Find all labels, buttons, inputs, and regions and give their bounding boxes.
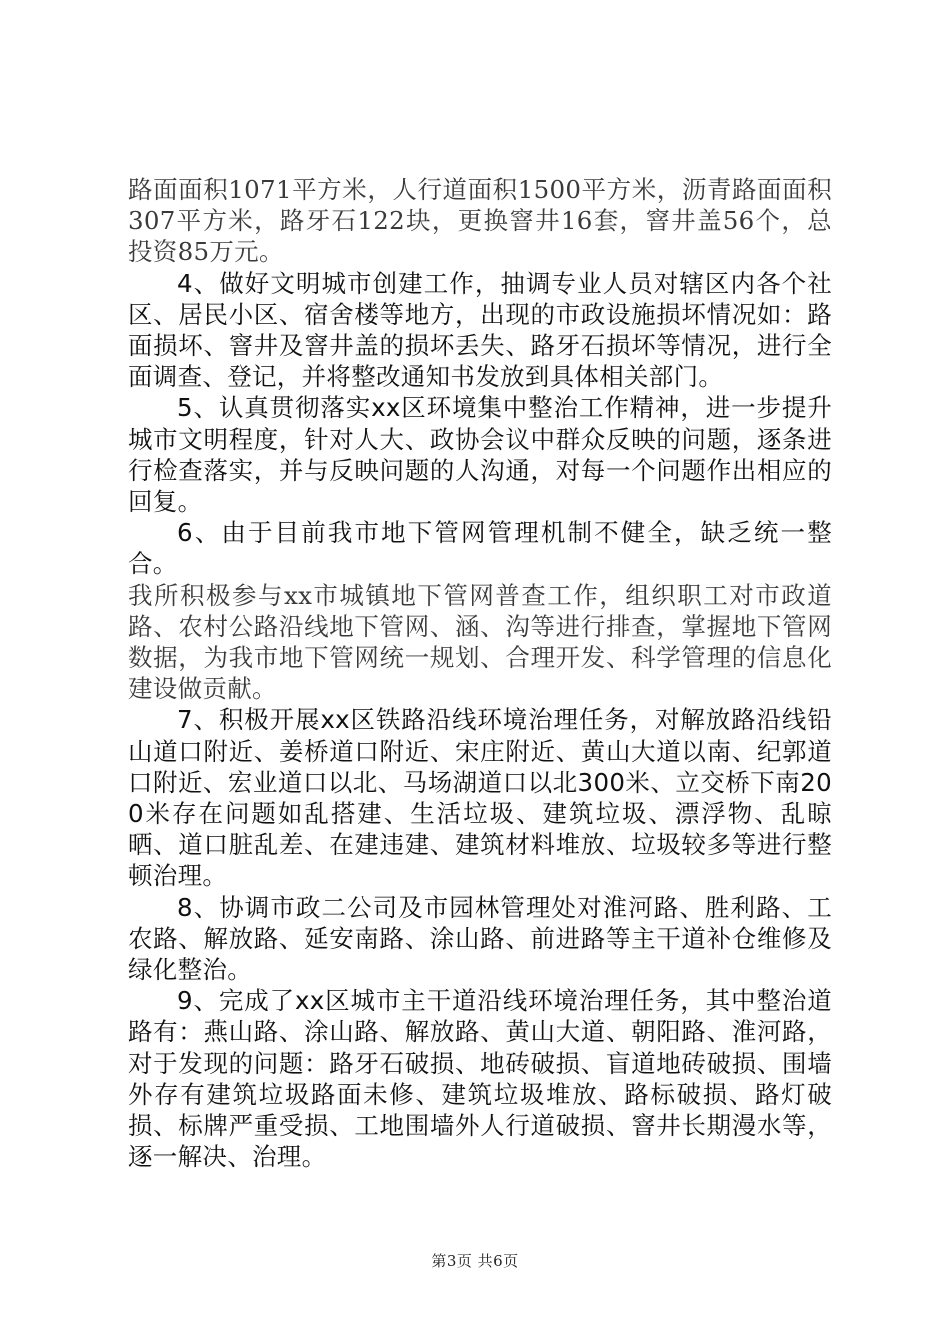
paragraph-item-9: 9、完成了xx区城市主干道沿线环境治理任务，其中整治道路有：燕山路、涂山路、解放路、黄山大道、朝阳路、淮河路，对于发现的问题：路牙石破损、地砖破损、盲道地砖破损、围墙外存有建筑垃圾路面未修、建筑垃圾堆放、路标破损、路灯破损、标牌严重受损、工地围墙外人行道破损、窨井长期漫水等，逐一解决、治理。 — [128, 986, 832, 1172]
paragraph-item-6: 6、由于目前我市地下管网管理机制不健全，缺乏统一整合。 — [128, 518, 832, 579]
paragraph-item-5: 5、认真贯彻落实xx区环境集中整治工作精神，进一步提升城市文明程度，针对人大、政协会议中群众反映的问题，逐条进行检查落实，并与反映问题的人沟通，对每一个问题作出相应的回复。 — [128, 393, 832, 517]
paragraph-continuation: 路面面积1071平方米，人行道面积1500平方米，沥青路面面积307平方米，路牙石122块，更换窨井16套，窨井盖56个，总投资85万元。 — [128, 175, 832, 267]
paragraph-item-8: 8、协调市政二公司及市园林管理处对淮河路、胜利路、工农路、解放路、延安南路、涂山路、前进路等主干道补仓维修及绿化整治。 — [128, 892, 832, 985]
paragraph-item-4: 4、做好文明城市创建工作，抽调专业人员对辖区内各个社区、居民小区、宿舍楼等地方，出现的市政设施损坏情况如：路面损坏、窨井及窨井盖的损坏丢失、路牙石损坏等情况，进行全面调查、登记，并将整改通知书发放到具体相关部门。 — [128, 268, 832, 392]
document-body — [128, 174, 832, 1173]
paragraph-item-6-continuation: 我所积极参与xx市城镇地下管网普查工作，组织职工对市政道路、农村公路沿线地下管网、涵、沟等进行排查，掌握地下管网数据，为我市地下管网统一规划、合理开发、科学管理的信息化建设做贡献。 — [128, 580, 832, 704]
page-number-footer: 第3页 共6页 — [431, 1252, 519, 1270]
paragraph-item-7: 7、积极开展xx区铁路沿线环境治理任务，对解放路沿线铅山道口附近、姜桥道口附近、宋庄附近、黄山大道以南、纪郭道口附近、宏业道口以北、马场湖道口以北300米、立交桥下南200米存在问题如乱搭建、生活垃圾、建筑垃圾、漂浮物、乱晾晒、道口脏乱差、在建违建、建筑材料堆放、垃圾较多等进行整顿治理。 — [128, 705, 832, 891]
